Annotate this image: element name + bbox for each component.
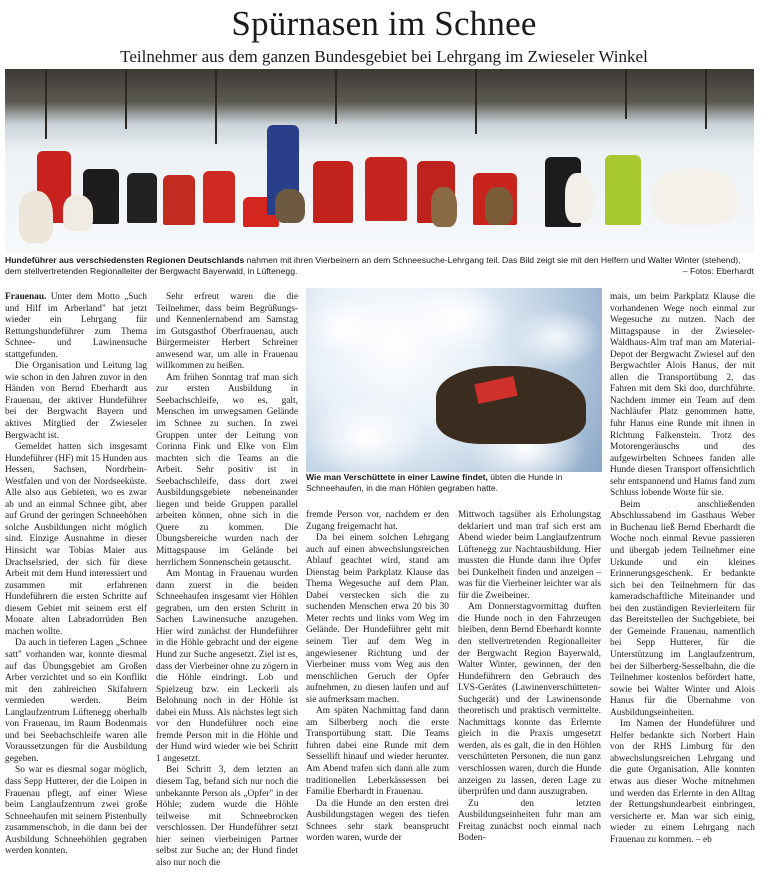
paragraph-text: Da bei einem solchen Lehrgang auch auf einen abwechslungsreichen Ablauf geachtet wird, stand am Dienstag beim Parkplatz Klause das Thema Wegesuche auf dem Plan. Dabei verstecken sich die zu suchenden Menschen etwa 20 bis 30 Meter rechts und links vom Weg im Gelände. Der Hundeführer geht mit seinem Tier auf dem Weg in angewiesener Richtung und der Vierbeiner muss vom Weg aus den menschlichen Geruch der Opfer aufnehmen, zu diesen laufen und auf sie aufmerksam machen. [306,533,449,705]
article-paragraph [610,292,755,500]
article-paragraph [5,361,147,442]
paragraph-text: Unter dem Motto „Such und Hilf im Arberland" hat jetzt wieder ein Lehrgang für Rettungshundeführer zum Thema Schnee- und Lawinensuche stattgefunden. [5,292,147,360]
avalanche-dog-photo [306,288,602,472]
caption2-lead: Wie man Verschüttete in einer Lawine findet, [306,472,488,482]
article-column-2 [156,292,298,869]
article-paragraph [306,706,449,798]
paragraph-text: Mittwoch tagsüber als Erholungstag deklariert und man traf sich erst am Abend wieder beim Langlaufzentrum Lüftenegg zur Nachtausbildung. Hier mussten die Hunde dann ihre Opfer bei Dunkelheit finden und anzeigen – was für die Vierbeiner leichter war als für die Zweibeiner. [458,510,601,601]
article-paragraph [156,373,298,569]
paragraph-text: Die Organisation und Leitung lag wie schon in den Jahren zuvor in den Händen von Bernd Eberhardt aus Frauenau, der aktiver Hundeführer bei der Bergwacht Bayern und aktives Mitglied der Zwieseler Bergwacht ist. [5,361,147,441]
photo-credit: – Fotos: Eberhardt [682,266,754,276]
dateline: Frauenau. [5,292,47,302]
paragraph-text: Gemeldet hatten sich insgesamt Hundeführer (HF) mit 15 Hunden aus Hessen, Sachsen, Nordrhein-Westfalen und von der Nordseeküste. Alle also aus Gebieten, wo es zwar ab und an einmal Schnee gibt, aber auf Grund der geringen Schneehöhen solche Ausbildungen nicht möglich sind. Einzige Ausnahme in dieser Hinsicht war Tobias Maier aus Drachselsried, der sich für diese Arbeit mit dem Hund interessiert und zusammen mit erfahrenen Hundeführern die ersten Schritte auf diesem Gebiet mit seinem erst elf Monate alten Labradorrüden Ben machen wollte. [5,442,147,637]
paragraph-text: Am späten Nachmittag fand dann am Silberberg noch die erste Transportübung statt. Die Teams fuhren dabei eine Runde mit dem Sessellift hinauf und wieder herunter. Am Abend trafen sich dann alle zum traditionellen Leberkässessen bei Familie Eberhardt in Frauenau. [306,706,449,798]
headline: Spürnasen im Schnee [231,4,537,43]
paragraph-text: Im Namen der Hundeführer und Helfer bedankte sich Norbert Hain von der RHS Limburg für den abwechslungsreichen Lehrgang und die gute Organisation. Alle konnten etwas aus dieser Woche mitnehmen und werden das Erlernte in den Alltag der Rettungshundearbeit einbringen, versicherte er. Man war sich einig, wieder zu einem Lehrgang nach Frauenau zu kommen. – eb [610,719,755,845]
paragraph-text: Bei Schritt 3, dem letzten an diesem Tag, befand sich nur noch die unbekannte Person als „Opfer" in der Höhle; zudem wurde die Höhle teilweise mit Schneebrocken verschlossen. Der Hundeführer setzt hier seinen vierbeinigen Partner selbst zur Suche an; der Hund findet also nur noch die [156,765,298,868]
article-column-5 [610,292,755,846]
article-paragraph [458,602,601,798]
article-paragraph [5,292,147,361]
article-paragraph [306,510,449,533]
article-paragraph [306,533,449,706]
paragraph-text: Beim anschließenden Abschlussabend im Gasthaus Weber in Buchenau ließ Bernd Eberhardt die Woche noch einmal Revue passieren und übergab jedem Teilnehmer eine Urkunde und ein kleines Erinnerungsgeschenk. Er bedankte sich bei den Teilnehmern für das kameradschaftliche Miteinander und bei den zuständigen Revierleitern für das Bereitstellen der Suchgebiete, bei der Gemeinde Frauenau, namentlich bei Sepp Hutterer, für die Unterstützung im Langlaufzentrum, bei der Silberberg-Sesselbahn, die die Teilnehmer kostenlos befördert hatte, sowie bei Walter Winter und Alois Hanus für die Übernahme von Ausbildungseinheiten. [610,499,755,718]
paragraph-text: mais, um beim Parkplatz Klause die vorhandenen Wege noch einmal zur Wegesuche zu nutzen. Nach der Mittagspause in der Zwieseler-Waldhaus-Alm traf man am Material-Depot der Bergwacht Zwiesel auf den Bergwachtler Alois Hanus, der mit allen die Transportübung 2, das Fahren mit dem Ski doo, durchführte. Nachdem immer ein Team auf dem Nachläufer Platz genommen hatte, fuhr Hanus eine Runde mit ihnen in Richtung Falkenstein. Trotz des Motorengeräuschs und des aufgewirbelten Schnees fanden alle Hunde diesen Transport offensichtlich sehr entspannend und Hanus fand zum Schluss lobende Worte für sie. [610,292,756,499]
article-column-4 [458,510,601,845]
article-paragraph [5,765,147,857]
top-photo-caption [5,255,757,277]
article-paragraph [458,799,601,845]
paragraph-text: Am Montag in Frauenau wurden dann zuerst in die beiden Schneehaufen insgesamt vier Höhlen gegraben, um den ersten Schritt in Sachen Lawinensuche anzugehen. Hier wird zunächst der Hundeführer in die Höhle gebracht und der eigene Hund zur Suche angesetzt. Ziel ist es, dass der Vierbeiner ohne zu zögern in die Höhle eindringt. Lob und Spielzeug bzw. ein Leckerli als Belohnung noch in der Höhle ist dabei ein Muss. Als nächstes legt sich vor den Hundeführer noch eine fremde Person mit in die Höhle und der Hund wird wieder wie bei Schritt 1 angesetzt. [156,569,298,764]
article-paragraph [156,569,298,765]
paragraph-text: Da auch in tieferen Lagen „Schnee satt" vorhanden war, konnte diesmal auf das Übungsgebiet am Großen Arber verzichtet und so ein Konflikt mit den zahlreichen Skifahrern vermieden werden. Beim Langlaufzentrum Lüftenegg oberhalb von Frauenau, im Raum Bodenmais und bei Seebachschleife waren alle Voraussetzungen für die Ausbildung gegeben. [5,638,147,764]
caption-text: nahmen mit ihren Vierbeinern an dem Schneesuche-Lehrgang teil. Das Bild zeigt sie mit den Helfern und Walter Winter (stehend), dem stellvertretenden Regionalleiter der Bergwacht Bayerwald, in Lüftenegg. [5,255,741,276]
paragraph-text: fremde Person vor, nachdem er den Zugang freigemacht hat. [306,510,449,532]
subheadline: Teilnehmer aus dem ganzen Bundesgebiet bei Lehrgang im Zwieseler Winkel [120,47,648,66]
caption2-text: übten die Hunde in Schneehaufen, in die man Höhlen gegraben hatte. [306,472,563,493]
paragraph-text: So war es diesmal sogar möglich, dass Sepp Hutterer, der die Loipen in Frauenau pflegt, auf einer Wiese beim Langlaufzentrum zwei große Schneehaufen mit seinem Pistenbully zusammenschob, in die dann bei der Ausbildung Schneehöhlen gegraben werden konnten. [5,765,147,857]
article-paragraph [156,765,298,869]
article-paragraph [610,500,755,719]
article-paragraph [156,292,298,373]
article-paragraph [458,510,601,602]
paragraph-text: Da die Hunde an den ersten drei Ausbildungstagen wegen des tiefen Schnees sehr stark beansprucht worden waren, wurde der [306,798,449,844]
paragraph-text: Zu den letzten Ausbildungseinheiten fuhr man am Freitag zunächst noch einmal nach Boden- [458,798,601,844]
article-column-1 [5,292,147,858]
article-paragraph [610,719,755,846]
paragraph-text: Am frühen Sonntag traf man sich zur ersten Ausbildung in Seebachschleife, wo es, galt, Menschen im unwegsamen Gelände im Schnee zu suchen. In zwei Gruppen unter der Leitung von Corinna Fink und Elke von Elm machten sich die Teams an die Arbeit. Sehr positiv ist in Seebachschleife, dass dort zwei Ausbildungsgebiete nebeneinander liegen und beide Gruppen parallel arbeiten können, ohne sich in die Quere zu kommen. Die Übungsbereiche wurden nach der Mittagspause im Gelände bei herrlichem Sonnenschein getauscht. [156,372,298,568]
paragraph-text: Sehr erfreut waren die die Teilnehmer, dass beim Begrüßungs- und Kennenlernabend am Samstag im Gutsgasthof Oberfrauenau, auch Bürgermeister Herbert Schreiner anwesend war, um alle in Frauenau willkommen zu heißen. [156,292,298,372]
article-paragraph [5,638,147,765]
caption-lead: Hundeführer aus verschiedensten Regionen Deutschlands [5,255,245,265]
mid-photo-caption [306,472,602,494]
paragraph-text: Am Donnerstagvormittag durften die Hunde noch in den Fahrzeugen bleiben, denn Bernd Eberhardt konnte den stellvertretenden Regionalleiter der Bergwacht Region Bayerwald, Walter Winter, gewinnen, der den Hundeführern den Gebrauch des LVS-Gerätes (Lawinenverschütteten-Suchgerät) und der Lawinensonde theoretisch und praktisch vermittelte. Nachmittags konnte das Erlernte gleich in die Praxis umgesetzt werden, als es galt, die in den Höhlen verschütteten Personen, die nun ganz verschlossen waren, durch die Hunde anzeigen zu lassen, deren Lage zu überprüfen und dann auszugraben. [458,602,601,798]
group-photo [5,69,754,253]
article-column-3 [306,510,449,845]
article-paragraph [306,799,449,845]
article-paragraph [5,442,147,638]
